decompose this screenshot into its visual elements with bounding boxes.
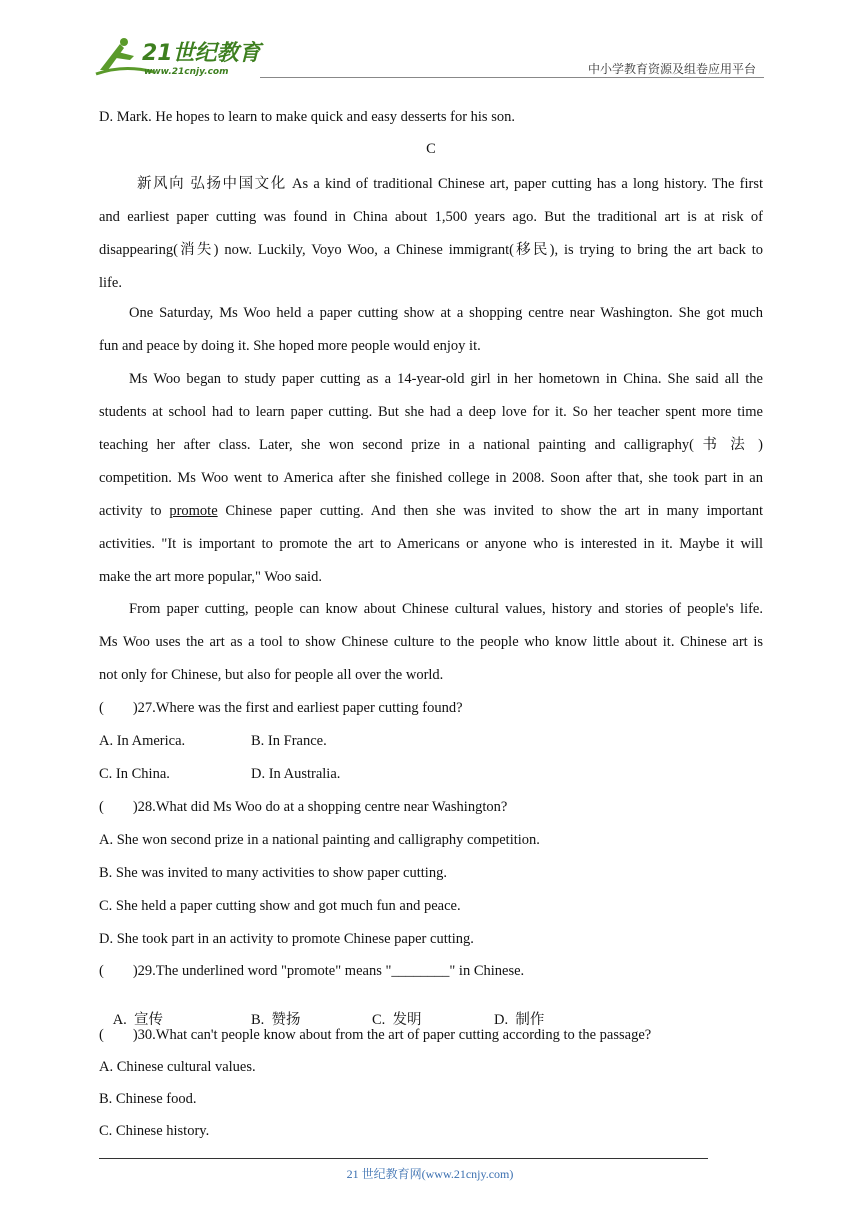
paragraph-line: not only for Chinese, but also for people all over the world. bbox=[99, 667, 444, 683]
option-line: A. She won second prize in a national painting and calligraphy competition. bbox=[99, 832, 540, 848]
paragraph-line: students at school had to learn paper cutting. But she had a deep love for it. So her teacher spent more time bbox=[99, 404, 763, 420]
paragraph-line: make the art more popular," Woo said. bbox=[99, 569, 322, 585]
footer-divider bbox=[99, 1158, 708, 1159]
paragraph-line: activities. "It is important to promote the art to Americans or anyone who is interested in it. Maybe it will bbox=[99, 536, 763, 552]
question-29: ( )29.The underlined word "promote" means "________" in Chinese. bbox=[99, 963, 525, 979]
option-line: B. Chinese food. bbox=[99, 1091, 197, 1107]
paragraph-line: life. bbox=[99, 275, 122, 291]
footer-link[interactable]: 21 世纪教育网(www.21cnjy.com) bbox=[346, 1167, 514, 1181]
option-line: A. Chinese cultural values. bbox=[99, 1059, 256, 1075]
option-line: B. She was invited to many activities to show paper cutting. bbox=[99, 865, 447, 881]
svg-text:21世纪教育: 21世纪教育 bbox=[142, 41, 261, 66]
svg-text:www.21cnjy.com: www.21cnjy.com bbox=[144, 67, 229, 77]
question-28: ( )28.What did Ms Woo do at a shopping centre near Washington? bbox=[99, 799, 508, 815]
paragraph-line: and earliest paper cutting was found in China about 1,500 years ago. But the traditional art is at risk of bbox=[99, 209, 763, 225]
question-27: ( )27.Where was the first and earliest paper cutting found? bbox=[99, 700, 463, 716]
option-line: C. Chinese history. bbox=[99, 1123, 210, 1139]
site-logo bbox=[94, 34, 264, 78]
paragraph-line: One Saturday, Ms Woo held a paper cutting show at a shopping centre near Washington. She got much bbox=[129, 305, 763, 321]
underlined-word: promote bbox=[169, 503, 218, 519]
paragraph-line: Ms Woo began to study paper cutting as a 14-year-old girl in her hometown in China. She said all the bbox=[129, 371, 763, 387]
option-line: D. Mark. He hopes to learn to make quick and easy desserts for his son. bbox=[99, 109, 515, 125]
platform-label: 中小学教育资源及组卷应用平台 bbox=[587, 62, 756, 76]
paragraph-line: teaching her after class. Later, she won second prize in a national painting and calligraphy( 书 法 ) bbox=[99, 437, 763, 453]
option-line: C. She held a paper cutting show and got much fun and peace. bbox=[99, 898, 461, 914]
paragraph-line: Ms Woo uses the art as a tool to show Chinese culture to the people who know little about it. Chinese art is bbox=[99, 634, 763, 650]
paragraph-line: activity to promote Chinese paper cutting. And then she was invited to show the art in many important bbox=[99, 503, 764, 519]
header-divider bbox=[260, 77, 764, 78]
page-header bbox=[0, 0, 860, 90]
option-line: A. 宣传 B. 赞扬 C. 发明 D. 制作 bbox=[112, 1012, 545, 1028]
option-line: C. In China. D. In Australia. bbox=[99, 766, 341, 782]
option-line: D. She took part in an activity to promote Chinese paper cutting. bbox=[99, 931, 474, 947]
option-line: A. In America. B. In France. bbox=[99, 733, 327, 749]
paragraph-line: competition. Ms Woo went to America after she finished college in 2008. Soon after that, she took part in an bbox=[99, 470, 763, 486]
paragraph-line: 新风向 弘扬中国文化 As a kind of traditional Chinese art, paper cutting has a long history. The first bbox=[137, 176, 763, 192]
paragraph-line: fun and peace by doing it. She hoped more people would enjoy it. bbox=[99, 338, 481, 354]
paragraph-line: disappearing(消失) now. Luckily, Voyo Woo, a Chinese immigrant(移民), is trying to bring the art back to bbox=[99, 242, 763, 258]
section-heading: C bbox=[426, 141, 436, 157]
question-30: ( )30.What can't people know about from the art of paper cutting according to the passage? bbox=[99, 1027, 652, 1043]
paragraph-line: From paper cutting, people can know about Chinese cultural values, history and stories of people's life. bbox=[129, 601, 763, 617]
